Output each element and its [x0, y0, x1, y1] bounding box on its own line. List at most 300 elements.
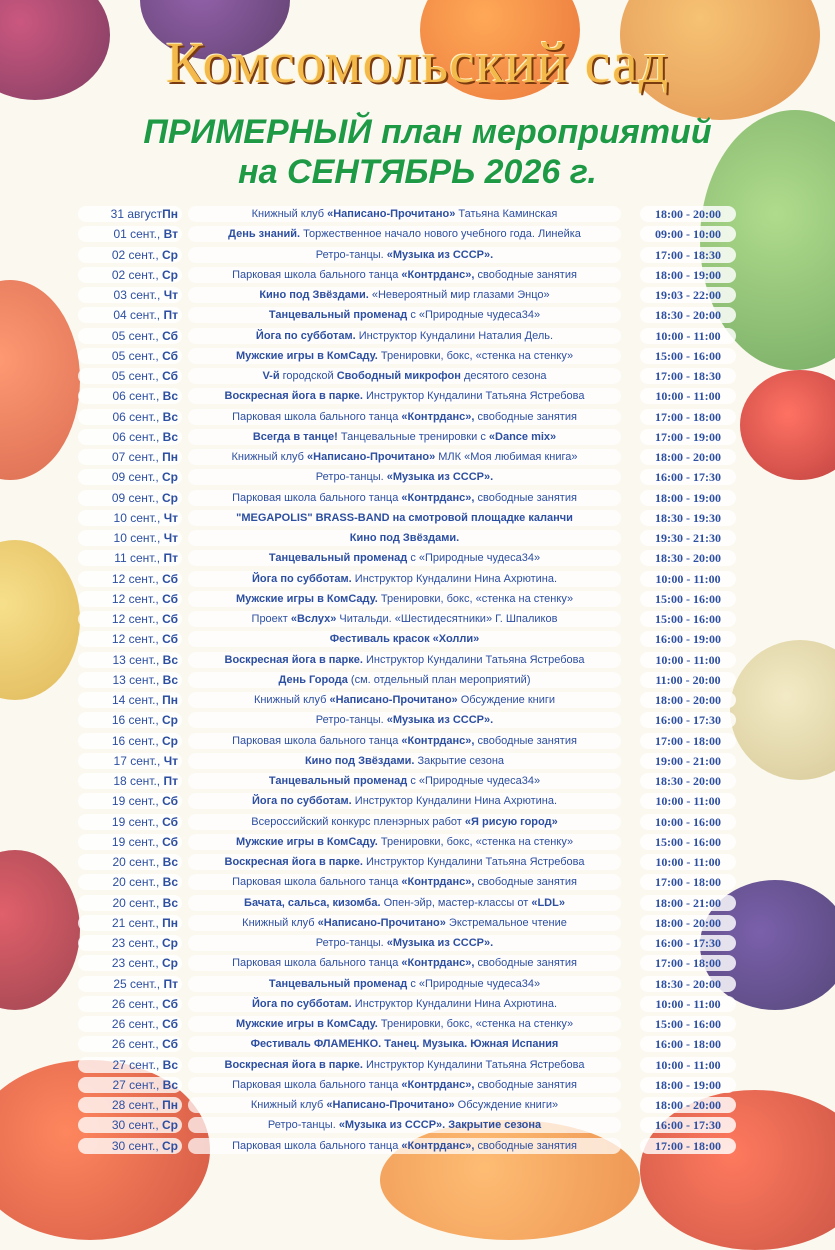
event-date-text: 05 сент.,: [111, 328, 163, 343]
event-row: [78, 488, 738, 508]
event-time: 18:30 - 19:30: [640, 510, 736, 526]
event-row: [78, 305, 738, 325]
event-text: Опен-эйр, мастер-классы от: [380, 896, 532, 909]
event-date-text: 12 сент.,: [111, 591, 163, 606]
event-row: [78, 953, 738, 973]
event-highlight: «Музыка из СССР».: [386, 471, 494, 484]
event-title-bold: Воскресная йога в парке.: [224, 653, 363, 666]
event-time: 18:00 - 19:00: [640, 490, 736, 506]
event-time: 18:30 - 20:00: [640, 773, 736, 789]
event-date: [78, 388, 182, 404]
event-date: [78, 733, 182, 749]
event-description: [188, 773, 621, 789]
event-text-tail: свободные занятия: [474, 1139, 577, 1152]
event-time: 16:00 - 17:30: [640, 935, 736, 951]
event-weekday: Ср: [162, 267, 178, 282]
page-title: Комсомольский сад: [165, 30, 670, 95]
event-date-text: 20 сент.,: [112, 895, 163, 910]
event-text: Парковая школа бального танца: [232, 957, 402, 970]
event-highlight: «Контрданс»,: [401, 1078, 475, 1091]
event-date: [78, 854, 182, 870]
event-date-text: 10 сент.,: [113, 510, 164, 525]
event-description: [188, 1057, 621, 1073]
event-date-text: 07 сент.,: [111, 450, 163, 464]
event-description: [188, 409, 621, 425]
event-text: Книжный клуб: [251, 208, 328, 220]
event-text: Танцевальные тренировки с: [337, 430, 489, 443]
event-weekday: Чт: [163, 288, 178, 302]
event-date-text: 06 сент.,: [112, 389, 163, 404]
event-text: Инструктор Кундалини Наталия Дель.: [355, 329, 554, 342]
event-text-tail: Экстремальное чтение: [445, 916, 567, 929]
event-time: 17:00 - 19:00: [640, 429, 736, 445]
event-date-text: 20 сент.,: [112, 875, 163, 890]
event-time: 18:00 - 21:00: [640, 895, 736, 911]
event-text-tail: свободные занятия: [474, 734, 577, 747]
event-title-bold: Йога по субботам.: [251, 572, 352, 585]
event-title-bold: Йога по субботам.: [251, 997, 352, 1010]
event-date-text: 12 сент.,: [111, 571, 163, 586]
event-time: 16:00 - 17:30: [640, 1117, 736, 1133]
event-highlight: «Контрданс»,: [401, 491, 475, 504]
event-time: 17:00 - 18:00: [640, 409, 736, 425]
event-time: 15:00 - 16:00: [640, 834, 736, 850]
event-text: Инструктор Кундалини Татьяна Ястребова: [362, 856, 585, 868]
event-date-text: 13 сент.,: [112, 672, 163, 687]
event-description: [188, 631, 621, 647]
event-text: Ретро-танцы.: [315, 714, 387, 727]
event-highlight: «Написано-Прочитано»: [307, 451, 436, 463]
event-weekday: Сб: [162, 571, 178, 586]
event-date-text: 20 сент.,: [112, 855, 163, 869]
event-description: [188, 530, 621, 546]
event-time: 17:00 - 18:00: [640, 733, 736, 749]
event-row: [78, 650, 738, 670]
event-date-text: 31 август: [110, 207, 163, 221]
event-description: [188, 449, 621, 465]
event-description: [188, 915, 621, 931]
event-date-text: 28 сент.,: [111, 1098, 163, 1112]
event-row: [78, 629, 738, 649]
event-title-bold: Воскресная йога в парке.: [224, 390, 363, 403]
event-time: 17:00 - 18:00: [640, 955, 736, 971]
event-row: [78, 386, 738, 406]
event-time: 16:00 - 18:00: [640, 1036, 736, 1052]
event-date: [78, 1117, 182, 1133]
event-title-bold: Всегда в танце!: [252, 430, 338, 443]
event-row: [78, 1034, 738, 1054]
event-time: 10:00 - 11:00: [640, 793, 736, 809]
event-time: 15:00 - 16:00: [640, 1016, 736, 1032]
event-weekday: Ср: [162, 1138, 178, 1153]
event-text: Инструктор Кундалини Нина Ахрютина.: [351, 572, 558, 585]
event-text: Ретро-танцы.: [315, 937, 387, 949]
event-description: [188, 996, 621, 1012]
event-weekday: Вс: [162, 875, 178, 890]
event-time: 15:00 - 16:00: [640, 348, 736, 364]
event-date: [78, 672, 182, 688]
event-description: [188, 1016, 621, 1032]
event-weekday: Пн: [162, 915, 178, 930]
event-description: [188, 976, 621, 992]
event-text: Парковая школа бального танца: [232, 1139, 402, 1152]
event-row: [78, 1014, 738, 1034]
event-date: [78, 530, 182, 546]
event-text-tail: свободные занятия: [474, 410, 577, 423]
event-highlight: «Dance mix»: [488, 430, 557, 443]
event-weekday: Сб: [162, 369, 178, 383]
event-title-bold: Танцевальный променад: [268, 309, 408, 322]
event-text-tail: десятого сезона: [460, 370, 547, 382]
event-date: [78, 490, 182, 506]
event-highlight: «Написано-Прочитано»: [329, 694, 458, 706]
event-row: [78, 1055, 738, 1075]
event-title-bold: V-й: [262, 370, 280, 382]
event-title-bold: Кино под Звёздами.: [304, 754, 415, 767]
event-title-bold: Мужские игры в КомСаду.: [235, 835, 378, 848]
event-time: 18:30 - 20:00: [640, 976, 736, 992]
pomegranate-decoration: [0, 850, 80, 1010]
event-title-bold: Воскресная йога в парке.: [224, 856, 363, 868]
event-date-text: 02 сент.,: [111, 267, 162, 282]
event-description: [188, 753, 621, 769]
event-time: 18:00 - 20:00: [640, 915, 736, 931]
event-time: 18:00 - 20:00: [640, 206, 736, 222]
event-date: [78, 793, 182, 809]
event-time: 10:00 - 11:00: [640, 996, 736, 1012]
event-description: [188, 834, 621, 850]
event-row: [78, 852, 738, 872]
event-time: 16:00 - 17:30: [640, 712, 736, 728]
event-description: [188, 591, 621, 607]
event-row: [78, 893, 738, 913]
event-highlight: «Написано-Прочитано»: [327, 208, 456, 220]
event-time: 19:00 - 21:00: [640, 753, 736, 769]
event-description: [188, 1117, 621, 1133]
event-row: [78, 690, 738, 710]
event-date: [78, 1057, 182, 1073]
event-text: Инструктор Кундалини Татьяна Ястребова: [362, 1058, 585, 1071]
event-date-text: 09 сент.,: [111, 470, 162, 485]
event-weekday: Пт: [163, 308, 178, 323]
event-text: Инструктор Кундалини Татьяна Ястребова: [362, 653, 585, 666]
event-weekday: Сб: [162, 612, 178, 626]
event-text: Проект: [251, 613, 291, 625]
event-text: Тренировки, бокс, «стенка на стенку»: [377, 1018, 574, 1030]
event-weekday: Пт: [163, 976, 178, 991]
event-row: [78, 670, 738, 690]
event-row: [78, 245, 738, 265]
event-date: [78, 652, 182, 668]
event-date: [78, 1036, 182, 1052]
event-date-text: 04 сент.,: [113, 308, 164, 323]
event-row: [78, 1115, 738, 1135]
event-description: [188, 490, 621, 506]
event-weekday: Сб: [162, 1017, 178, 1031]
event-highlight: «Написано-Прочитано»: [317, 916, 446, 929]
event-time: 17:00 - 18:30: [640, 247, 736, 263]
event-text: (см. отдельный план мероприятий): [347, 673, 531, 686]
event-weekday: Ср: [162, 1118, 178, 1133]
event-date: [78, 996, 182, 1012]
event-date: [78, 712, 182, 728]
event-weekday: Вс: [162, 855, 178, 869]
event-text-tail: свободные занятия: [474, 491, 577, 504]
event-title-bold: Йога по субботам.: [251, 795, 352, 808]
event-weekday: Ср: [162, 713, 178, 728]
event-row: [78, 548, 738, 568]
event-time: 19:30 - 21:30: [640, 530, 736, 546]
event-weekday: Вс: [162, 652, 178, 667]
event-description: [188, 935, 621, 951]
event-highlight: «Музыка из СССР».: [386, 248, 494, 261]
event-description: [188, 793, 621, 809]
event-row: [78, 366, 738, 386]
event-time: 17:00 - 18:30: [640, 368, 736, 384]
event-description: [188, 388, 621, 404]
event-text-tail: Татьяна Каминская: [455, 208, 558, 220]
event-description: [188, 652, 621, 668]
event-time: 18:00 - 19:00: [640, 1077, 736, 1093]
event-date-text: 10 сент.,: [113, 531, 164, 545]
event-text: Книжный клуб: [242, 916, 318, 929]
event-description: [188, 226, 621, 242]
event-description: [188, 1077, 621, 1093]
event-time: 11:00 - 20:00: [640, 672, 736, 688]
event-time: 16:00 - 19:00: [640, 631, 736, 647]
event-date: [78, 814, 182, 830]
event-date: [78, 955, 182, 971]
event-text-tail: Обсуждение книги: [457, 694, 556, 706]
event-time: 09:00 - 10:00: [640, 226, 736, 242]
event-date-text: 27 сент.,: [112, 1077, 163, 1092]
event-date-text: 26 сент.,: [111, 996, 163, 1011]
event-row: [78, 1136, 738, 1156]
event-date-text: 01 сент.,: [113, 227, 164, 242]
event-description: [188, 611, 621, 627]
event-title-bold: Мужские игры в КомСаду.: [235, 1018, 378, 1030]
event-description: [188, 874, 621, 890]
event-date-text: 26 сент.,: [111, 1037, 163, 1052]
event-title-bold: Мужские игры в КомСаду.: [235, 592, 378, 605]
event-date: [78, 206, 182, 222]
event-row: [78, 447, 738, 467]
event-description: [188, 368, 621, 384]
event-row: [78, 710, 738, 730]
event-text: Торжественное начало нового учебного года. Линейка: [300, 228, 581, 241]
event-text-tail: свободные занятия: [474, 957, 577, 970]
event-row: [78, 1075, 738, 1095]
event-highlight: «Контрданс»,: [401, 1139, 475, 1152]
event-row: [78, 832, 738, 852]
event-time: 10:00 - 11:00: [640, 571, 736, 587]
event-time: 19:03 - 22:00: [640, 287, 736, 303]
event-date: [78, 591, 182, 607]
event-time: 18:30 - 20:00: [640, 307, 736, 323]
event-row: [78, 974, 738, 994]
event-weekday: Сб: [162, 591, 178, 606]
event-description: [188, 510, 621, 526]
event-weekday: Вс: [162, 1077, 178, 1092]
event-time: 10:00 - 11:00: [640, 854, 736, 870]
event-description: [188, 348, 621, 364]
event-text: с «Природные чудеса34»: [407, 552, 541, 565]
event-row: [78, 609, 738, 629]
event-title-bold: Танцевальный променад: [268, 775, 408, 787]
event-date: [78, 510, 182, 526]
event-date-text: 14 сент.,: [111, 693, 163, 707]
event-title-bold: Фестиваль ФЛАМЕНКО. Танец. Музыка. Южная Испания: [250, 1038, 559, 1051]
event-text-tail: свободные занятия: [474, 268, 577, 281]
event-date-text: 03 сент.,: [113, 288, 164, 302]
event-row: [78, 812, 738, 832]
event-text: Инструктор Кундалини Нина Ахрютина.: [351, 795, 558, 808]
event-text-tail: свободные занятия: [474, 876, 577, 889]
event-date-text: 09 сент.,: [111, 490, 162, 505]
event-description: [188, 672, 621, 688]
event-text-tail: МЛК «Моя любимая книга»: [435, 451, 578, 463]
tomato-decoration: [0, 280, 80, 480]
event-weekday: Ср: [162, 470, 178, 485]
event-description: [188, 712, 621, 728]
event-time: 18:00 - 20:00: [640, 692, 736, 708]
event-date: [78, 753, 182, 769]
event-weekday: Пн: [162, 1098, 178, 1112]
event-date-text: 17 сент.,: [113, 753, 164, 768]
event-row: [78, 285, 738, 305]
event-row: [78, 1095, 738, 1115]
event-time: 18:30 - 20:00: [640, 550, 736, 566]
event-date: [78, 348, 182, 364]
event-time: 10:00 - 11:00: [640, 1057, 736, 1073]
event-text: Книжный клуб: [250, 1099, 327, 1111]
event-weekday: Вс: [162, 409, 178, 424]
event-row: [78, 751, 738, 771]
event-text: «Невероятный мир глазами Энцо»: [368, 289, 550, 301]
event-date: [78, 429, 182, 445]
event-text-tail: Читальди. «Шестидесятники» Г. Шпаликов: [336, 613, 558, 625]
event-text-tail: свободные занятия: [474, 1078, 577, 1091]
event-row: [78, 569, 738, 589]
event-date: [78, 631, 182, 647]
event-row: [78, 994, 738, 1014]
event-weekday: Вс: [162, 389, 178, 404]
event-date: [78, 1016, 182, 1032]
squash-decoration: [0, 540, 80, 700]
event-time: 17:00 - 18:00: [640, 1138, 736, 1154]
event-highlight: «Контрданс»,: [401, 268, 475, 281]
event-text: Ретро-танцы.: [315, 471, 387, 484]
event-highlight: «Музыка из СССР».: [386, 937, 494, 949]
event-description: [188, 1036, 621, 1052]
event-title-bold: Фестиваль красок «Холли»: [329, 633, 480, 646]
event-time: 10:00 - 11:00: [640, 652, 736, 668]
event-time: 17:00 - 18:00: [640, 874, 736, 890]
event-description: [188, 814, 621, 830]
event-title-bold: Йога по субботам.: [255, 329, 356, 342]
event-time: 18:00 - 20:00: [640, 449, 736, 465]
event-weekday: Вт: [163, 227, 178, 242]
event-row: [78, 528, 738, 548]
event-description: [188, 247, 621, 263]
event-description: [188, 692, 621, 708]
event-date-text: 23 сент.,: [111, 956, 162, 971]
event-row: [78, 791, 738, 811]
event-row: [78, 872, 738, 892]
event-date-text: 27 сент.,: [112, 1057, 163, 1072]
event-weekday: Сб: [162, 1037, 178, 1052]
event-date-text: 19 сент.,: [111, 814, 163, 829]
event-row: [78, 265, 738, 285]
event-title-bold: День знаний.: [228, 228, 301, 241]
event-text: с «Природные чудеса34»: [407, 977, 541, 990]
event-row: [78, 427, 738, 447]
event-date: [78, 773, 182, 789]
event-date-text: 05 сент.,: [111, 348, 163, 363]
event-title-bold: Танцевальный променад: [268, 977, 408, 990]
event-date: [78, 226, 182, 242]
event-weekday: Вс: [162, 895, 178, 910]
event-weekday: Ср: [162, 490, 178, 505]
event-text: с «Природные чудеса34»: [407, 775, 541, 787]
event-date: [78, 287, 182, 303]
event-weekday: Сб: [162, 632, 178, 647]
event-weekday: Пт: [163, 551, 178, 566]
event-text: Тренировки, бокс, «стенка на стенку»: [377, 592, 574, 605]
event-description: [188, 307, 621, 323]
event-title-bold: День Города: [278, 673, 348, 686]
event-highlight: «Контрданс»,: [401, 410, 475, 423]
event-row: [78, 326, 738, 346]
event-weekday: Ср: [162, 247, 178, 262]
event-weekday: Сб: [162, 348, 178, 363]
event-weekday: Чт: [163, 510, 178, 525]
event-text: Инструктор Кундалини Татьяна Ястребова: [362, 390, 585, 403]
event-description: [188, 955, 621, 971]
event-text: Тренировки, бокс, «стенка на стенку»: [377, 349, 574, 362]
event-date: [78, 874, 182, 890]
event-weekday: Чт: [163, 753, 178, 768]
event-date: [78, 1077, 182, 1093]
event-date: [78, 307, 182, 323]
event-weekday: Чт: [163, 531, 178, 545]
event-description: [188, 550, 621, 566]
subtitle-plan: ПРИМЕРНЫЙ план мероприятий: [143, 113, 712, 151]
event-description: [188, 1138, 621, 1154]
event-text: Парковая школа бального танца: [232, 1078, 402, 1091]
onion-decoration: [730, 640, 835, 780]
event-text: Парковая школа бального танца: [232, 410, 402, 423]
event-text: Тренировки, бокс, «стенка на стенку»: [377, 835, 574, 848]
event-row: [78, 731, 738, 751]
event-text: с «Природные чудеса34»: [407, 309, 541, 322]
event-date: [78, 935, 182, 951]
event-text: Парковая школа бального танца: [232, 734, 402, 747]
event-date-text: 02 сент.,: [111, 247, 162, 262]
event-date-text: 12 сент.,: [111, 632, 163, 647]
event-time: 10:00 - 11:00: [640, 388, 736, 404]
event-date: [78, 267, 182, 283]
event-highlight: «Музыка из СССР». Закрытие сезона: [338, 1119, 542, 1132]
event-date-text: 18 сент.,: [113, 774, 164, 788]
event-highlight: «Контрданс»,: [401, 957, 475, 970]
event-row: [78, 913, 738, 933]
event-text: Ретро-танцы.: [267, 1119, 339, 1132]
event-weekday: Вс: [162, 429, 178, 444]
event-weekday: Пн: [162, 207, 178, 221]
event-date: [78, 469, 182, 485]
event-date: [78, 571, 182, 587]
